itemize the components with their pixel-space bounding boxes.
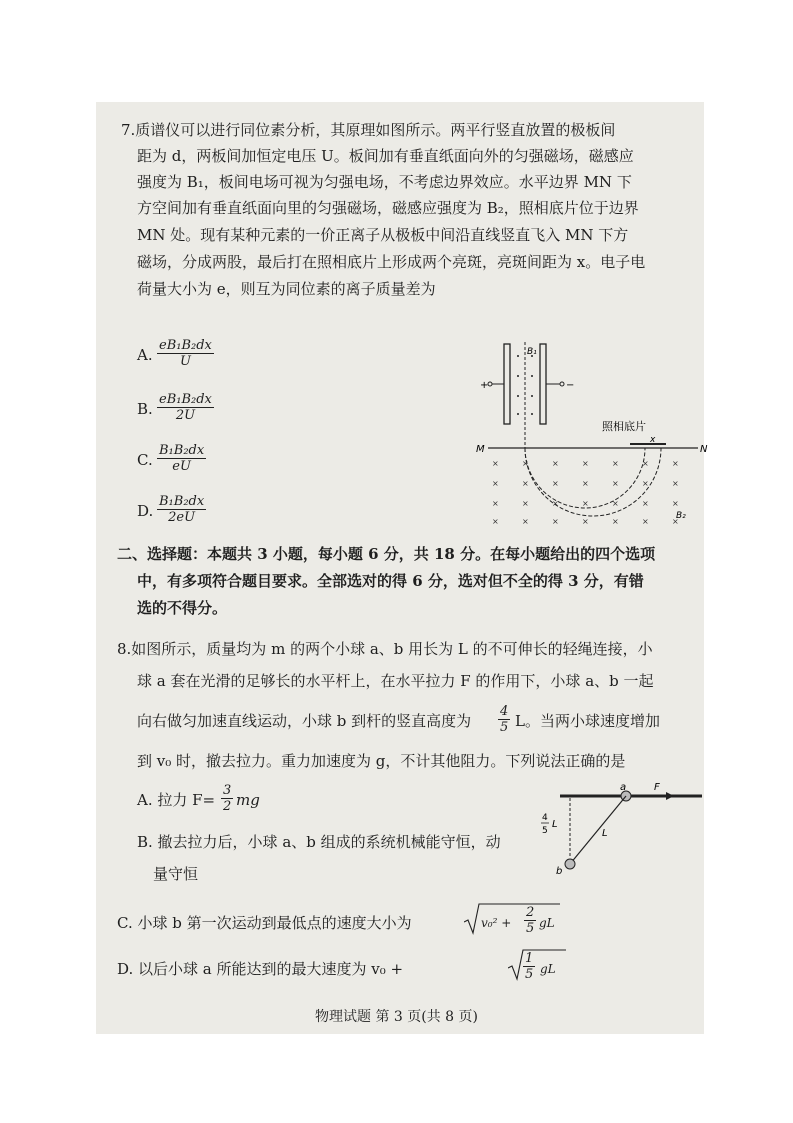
left-plate (504, 344, 510, 424)
svg-text:×: × (552, 479, 559, 488)
option-fraction (157, 392, 214, 423)
b1-label: B₁ (527, 347, 537, 357)
option-label: B. (137, 400, 153, 418)
x-label: x (650, 435, 656, 445)
svg-text:×: × (552, 459, 559, 468)
right-plate (540, 344, 546, 424)
fraction-numerator: eB₁B₂dx (159, 392, 212, 407)
option-fraction (157, 443, 206, 474)
height-fraction (498, 704, 510, 735)
svg-text:×: × (672, 479, 679, 488)
radicand: gL (539, 916, 555, 930)
svg-text:×: × (552, 517, 559, 526)
fraction-numerator: 2 (526, 905, 535, 920)
svg-text:×: × (552, 499, 559, 508)
q7-line: MN 处。现有某种元素的一价正离子从极板中间沿直线竖直飞入 MN 下方 (137, 226, 629, 244)
section-line: 二、选择题：本题共 3 小题，每小题 6 分，共 18 分。在每小题给出的四个选项 (117, 545, 656, 563)
option-text: C. 小球 b 第一次运动到最低点的速度大小为 (117, 914, 412, 932)
mass-spectrometer-figure (470, 338, 710, 528)
option-text: B. 撤去拉力后，小球 a、b 组成的系统机械能守恒，动 (137, 833, 501, 851)
svg-text:×: × (522, 499, 529, 508)
fraction-denominator: 5 (526, 921, 535, 936)
option-label: C. (137, 451, 153, 469)
fraction-numerator: eB₁B₂dx (159, 338, 212, 353)
svg-text:×: × (522, 479, 529, 488)
ball-b (565, 859, 575, 869)
svg-text:×: × (582, 459, 589, 468)
q7-line: 方空间加有垂直纸面向里的匀强磁场，磁感应强度为 B₂，照相底片位于边界 (137, 199, 639, 217)
plus-sign: + (480, 380, 489, 391)
page-footer: 物理试题 第 3 页(共 8 页) (315, 1009, 478, 1025)
q7-line: 7.质谱仪可以进行同位素分析，其原理如图所示。两平行竖直放置的极板间 (121, 121, 616, 139)
minus-sign: − (566, 380, 575, 391)
fraction-denominator: 2U (175, 408, 196, 423)
q7-line: 距为 d，两板间加恒定电压 U。板间加有垂直纸面向外的匀强磁场，磁感应 (137, 147, 634, 165)
svg-text:×: × (492, 499, 499, 508)
string (570, 796, 626, 864)
q7-line: 磁场，分成两股，最后打在照相底片上形成两个亮斑，亮斑间距为 x。电子电 (137, 253, 646, 271)
height-den: 5 (542, 826, 548, 836)
svg-text:×: × (642, 459, 649, 468)
section-line: 选的不得分。 (137, 599, 228, 617)
option-label: A. (137, 346, 153, 364)
a-label: a (620, 782, 627, 793)
svg-text:×: × (672, 517, 679, 526)
option-text: mg (236, 791, 260, 809)
sqrt-sign (508, 948, 566, 982)
q7-line: 强度为 B₁，板间电场可视为匀强电场，不考虑边界效应。水平边界 MN 下 (137, 173, 632, 191)
rod-balls-figure (540, 780, 704, 876)
option-fraction (221, 783, 233, 814)
svg-text:×: × (672, 459, 679, 468)
svg-text:×: × (642, 499, 649, 508)
fraction-denominator: U (179, 354, 191, 369)
q8-line: 向右做匀加速直线运动，小球 b 到杆的竖直高度为 (137, 712, 472, 730)
svg-text:×: × (612, 517, 619, 526)
height-num: 4 (542, 813, 548, 823)
svg-text:×: × (522, 459, 529, 468)
trajectory-outer (525, 448, 661, 516)
svg-text:×: × (642, 479, 649, 488)
fraction-denominator: eU (172, 459, 191, 474)
svg-text:×: × (492, 479, 499, 488)
svg-text:×: × (492, 459, 499, 468)
radicand: gL (540, 962, 556, 976)
q7-line: 荷量大小为 e，则互为同位素的离子质量差为 (137, 280, 436, 298)
q8-line: 8.如图所示，质量均为 m 的两个小球 a、b 用长为 L 的不可伸长的轻绳连接，小 (117, 640, 653, 658)
svg-text:×: × (672, 499, 679, 508)
svg-text:×: × (642, 517, 649, 526)
film-label: 照相底片 (602, 420, 646, 433)
m-label: M (476, 444, 485, 455)
option-text: 量守恒 (153, 865, 199, 883)
q8-line: L。当两小球速度增加 (515, 712, 660, 730)
fraction-denominator: 2 (223, 799, 232, 814)
option-text: D. 以后小球 a 所能达到的最大速度为 v₀ + (117, 960, 404, 978)
svg-text:×: × (582, 499, 589, 508)
svg-text:×: × (492, 517, 499, 526)
fraction-numerator: B₁B₂dx (159, 443, 205, 458)
n-label: N (700, 444, 708, 455)
option-text: A. 拉力 F= (137, 791, 216, 809)
svg-text:×: × (582, 517, 589, 526)
option-fraction (157, 494, 206, 525)
svg-text:×: × (612, 499, 619, 508)
svg-text:×: × (612, 459, 619, 468)
q8-line: 球 a 套在光滑的足够长的水平杆上，在水平拉力 F 的作用下，小球 a、b 一起 (137, 672, 654, 690)
fraction-numerator: 1 (525, 951, 534, 966)
height-l: L (552, 819, 558, 830)
l-label: L (602, 828, 608, 839)
option-label: D. (137, 502, 154, 520)
fraction-numerator: 4 (500, 704, 509, 719)
fraction-denominator: 5 (525, 967, 534, 982)
svg-text:×: × (582, 479, 589, 488)
radicand: v₀² + (481, 916, 512, 930)
fraction-denominator: 5 (500, 720, 509, 735)
fraction-denominator: 2eU (168, 510, 196, 525)
option-fraction (524, 905, 536, 936)
fraction-numerator: B₁B₂dx (159, 494, 205, 509)
option-fraction (523, 951, 535, 982)
q8-line: 到 v₀ 时，撤去拉力。重力加速度为 g，不计其他阻力。下列说法正确的是 (137, 752, 626, 770)
f-label: F (654, 782, 660, 793)
option-fraction (157, 338, 214, 369)
section-line: 中，有多项符合题目要求。全部选对的得 6 分，选对但不全的得 3 分，有错 (137, 572, 644, 590)
b2-label: B₂ (676, 511, 686, 521)
svg-text:×: × (522, 517, 529, 526)
svg-text:×: × (612, 479, 619, 488)
fraction-numerator: 3 (223, 783, 232, 798)
b-label: b (556, 866, 563, 876)
